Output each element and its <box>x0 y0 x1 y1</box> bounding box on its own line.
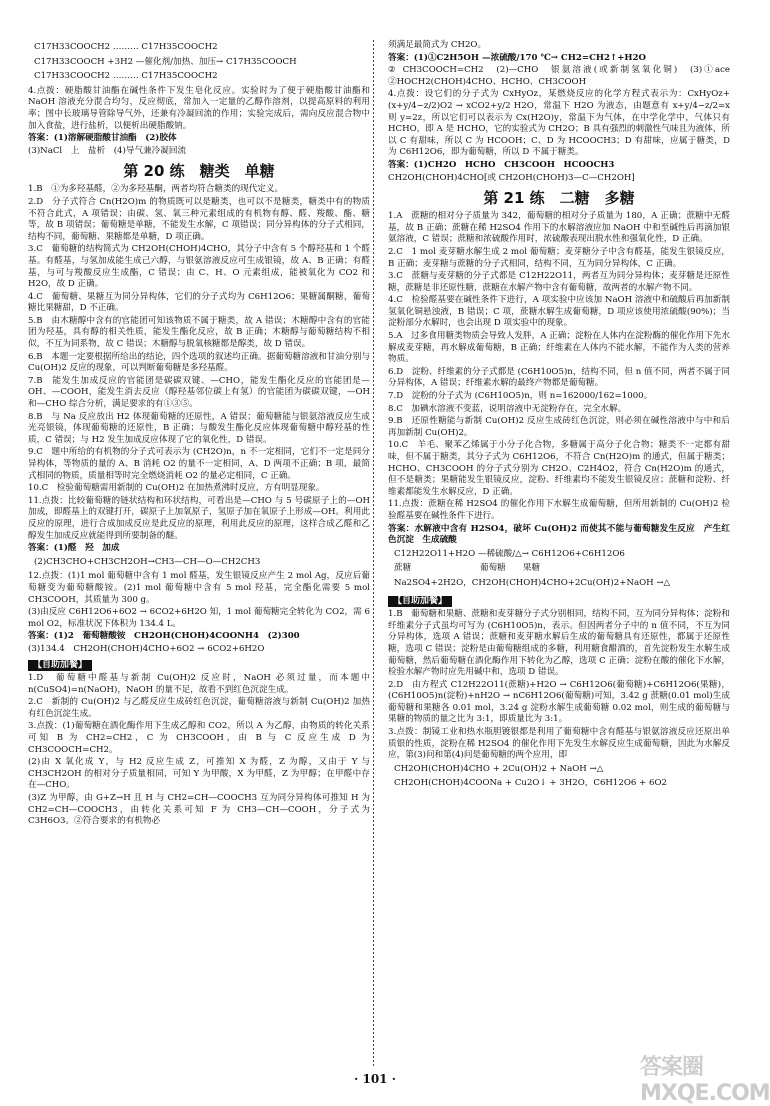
answer-item: 7.B 能发生加成反应的官能团是碳碳双键、—CHO，能发生酯化反应的官能团是—OH、—COOH，能发生消去反应（醇羟基邻位碳上有氢）的官能团为碳碳双键，—OH 和—CHO 综合分析，满足要求的有①③⑤。 <box>28 375 370 410</box>
answer-item: 4.C 检验醛基要在碱性条件下进行，A 项实验中应该加 NaOH 溶液中和硫酸后再加新制氢氧化铜悬浊液，B 错误；C 项，蔗糖水解生成葡萄糖，D 项应该使用浓硫酸(90%)；当淀粉部分水解时，也会出现 D 项实验中的现象。 <box>388 295 730 329</box>
answer-item: 2.C 1 mol 麦芽糖水解生成 2 mol 葡萄糖；麦芽糖分子中含有醛基，能发生银镜反应，B 正确；麦芽糖与蔗糖的分子式相同，结构不同，互为同分异构体，C 正确。 <box>388 246 730 269</box>
answer-item: 5.A 过多食用糖类物质会导致人发胖，A 正确；淀粉在人体内在淀粉酶的催化作用下先水解成麦芽糖，再水解成葡萄糖，B 正确；纤维素在人体内不能水解，不能作为人类的营养物质。 <box>388 331 730 365</box>
answer-list <box>388 211 730 547</box>
equation-line: C17H33COOCH2 ……… C17H35COOCH2 <box>34 71 218 82</box>
extra-item: 2.D 由方程式 C12H22O11(蔗糖)+H2O → C6H12O6(葡萄糖)+C6H12O6(果糖)，(C6H10O5)n(淀粉)+nH2O → nC6H12O6(葡萄糖)可知，3.42 g 蔗糖(0.01 mol)生成葡萄糖和果糖各 0.01 mol，3.24 g 淀粉水解生成葡萄糖 0.02 mol，则生成的葡萄糖与果糖的物质的量之比为 3:1，即质量比为 3:1。 <box>388 679 730 725</box>
answer-item: 12.点拨：(1)1 mol 葡萄糖中含有 1 mol 醛基，发生银镜反应产生 2 mol Ag，反应后葡萄糖变为葡萄糖酸铵。(2)1 mol 葡萄糖中含有 5 mol 羟基，完全酯化需要 5 mol CH3COOH，其质量为 300 g。 <box>28 571 370 605</box>
equation-line: Na2SO4+2H2O，CH2OH(CHOH)4CHO+2Cu(OH)2+NaOH →△ <box>394 577 671 588</box>
answer-item: 3.C 葡萄糖的结构简式为 CH2OH(CHOH)4CHO，其分子中含有 5 个醇羟基和 1 个醛基。有醛基，与氢加成能生成己六醇，与银氨溶液反应可生成银镜，故 A、B 正确；有醛基，与可与羧酸反应生成酯，C 错误；由 C、H、O 元素组成，能被氧化为 CO2 和 H2O，故 D 正确。 <box>28 244 370 290</box>
column-divider <box>373 40 374 1068</box>
answer-item: 8.B 与 Na 反应放出 H2 体现葡萄糖的还原性，A 错误；葡萄糖能与银氨溶液反应生成光亮银镜，体现葡萄糖的还原性，B 正确；与酸发生酯化反应体现葡萄糖中醇羟基的性质，C 错误；与 H2 发生加成反应体现了它的氧化性，D 错误。 <box>28 411 370 445</box>
answer-item: 8.C 加碘水溶液不变蓝，说明溶液中无淀粉存在，完全水解。 <box>388 403 627 414</box>
answer-item: 4.C 葡萄糖、果糖互为同分异构体，它们的分子式均为 C6H12O6；果糖属酮糖，葡萄糖比果糖甜，D 不正确。 <box>28 291 370 314</box>
right-column <box>388 40 739 793</box>
section-label-extra: 【自助加餐】 <box>388 596 452 608</box>
extra-item: CH2OH(CHOH)4CHO + 2Cu(OH)2 + NaOH →△ <box>394 763 604 774</box>
extra-item: CH2OH(CHOH)4COONa + Cu2O↓ + 3H2O，C6H12O6 + 6O2 <box>394 778 668 789</box>
extra-item: (3)Z 为甲醇，由 G+Z→H 且 H 与 CH2=CH—COOCH3 互为同分异构体可推知 H 为 CH2=CH—COOCH3，由转化关系可知 F 为 CH3—CH—COOH，分子式为 C3H6O3。②符合要求的有机物必 <box>28 793 370 827</box>
answer-item: 3.C 蔗糖与麦芽糖的分子式都是 C12H22O11，两者互为同分异构体；麦芽糖是还原性糖，蔗糖是非还原性糖，蔗糖在水解产物中含有葡萄糖，故两者的水解产物不同。 <box>388 271 730 293</box>
answer-line: 答案：(1)溶解硬脂酸甘油酯 (2)胶体 <box>28 133 177 144</box>
answer-line: ② CH3COOCH=CH2 (2)—CHO 银氨溶液(或新制氢氧化铜) (3)①ace ②HOCH2(CHOH)4CHO、HCHO、CH3COOH <box>388 65 739 87</box>
extra-item: (2)由 X 氧化成 Y，与 H2 反应生成 Z，可推知 X 为醛，Z 为醇，又由于 Y 与 CH3CH2OH 的相对分子质量相同，可知 Y 为甲酸，X 为甲醛，Z 为甲醇；在甲醛中存在—CHO。 <box>28 757 370 791</box>
answer-item: 2.D 分子式符合 Cn(H2O)m 的物质既可以是糖类，也可以不是糖类，糖类中有的物质不符合此式，A 项错误；由碳、氢、氧三种元素组成的有机物有醇、醛、羧酸、酯、糖等，故 B 项错误；葡萄糖是单糖，不能发生水解，C 项错误；同分异构体的分子式相同，结构不同，葡萄糖、果糖都是单糖，D 项正确。 <box>28 196 370 242</box>
answer-item: 11.点拨：蔗糖在稀 H2SO4 的催化作用下水解生成葡萄糖，但所用新制的 Cu(OH)2 检验醛基要在碱性条件下进行。 <box>388 499 730 521</box>
equation-line: C17H33COOCH +3H2 —催化剂/加热、加压→ C17H35COOCH <box>34 56 297 67</box>
section-label-extra: 【自助加餐】 <box>28 660 92 672</box>
answer-line: (3)NaCl 上 盐析 (4)导气兼冷凝回流 <box>28 145 187 156</box>
answer-list <box>28 184 370 655</box>
answer-item: 1.A 蔗糖的相对分子质量为 342，葡萄糖的相对分子质量为 180，A 正确；蔗糖中无醛基，故 B 正确；蔗糖在稀 H2SO4 作用下的水解溶液应加 NaOH 中和至碱性后再滴加银氨溶液，C 错误；蔗糖和浓硫酸作用时，浓硫酸表现出脱水性和强氧化性，D 正确。 <box>388 211 730 245</box>
answer-item: 答案：(1)醛 羟 加成 <box>28 543 120 554</box>
paragraph: 4.点拨：硬脂酸甘油酯在碱性条件下发生皂化反应。实验时为了便于硬脂酸甘油酯和 NaOH 溶液充分混合均匀，反应彻底，常加入一定量的乙醇作溶剂，以提高原料的利用率；图中长玻璃导管除导气外，还兼有冷凝回流的作用；实验完成后，需向反应混合物中加入食盐，进行盐析，以便析出硬脂酸钠。 <box>28 85 370 131</box>
answer-line: CH2OH(CHOH)4CHO[或 CH2OH(CHOH)3—C—CH2OH] <box>388 172 635 183</box>
answer-item: 10.C 检验葡萄糖需用新制的 Cu(OH)2 在加热煮沸时反应，方有明显现象。 <box>28 483 325 494</box>
left-column <box>28 40 370 829</box>
answer-line: 答案：(1)①C2H5OH —浓硫酸/170 ℃→ CH2=CH2↑+H2O <box>388 52 647 63</box>
answer-item: (3)134.4 CH2OH(CHOH)4CHO+6O2 → 6CO2+6H2O <box>28 643 265 654</box>
answer-item: 7.D 淀粉的分子式为 (C6H10O5)n，则 n=162000/162=1000。 <box>388 391 653 402</box>
section-title-20: 第 20 练 糖类 单糖 <box>123 162 275 181</box>
extra-item: 2.C 新制的 Cu(OH)2 与乙醛反应生成砖红色沉淀，葡萄糖溶液与新制 Cu(OH)2 加热有红色沉淀生成。 <box>28 697 370 719</box>
answer-item: (3)由反应 C6H12O6+6O2 → 6CO2+6H2O 知，1 mol 葡萄糖完全转化为 CO2，需 6 mol O2，标准状况下体积为 134.4 L。 <box>28 607 370 629</box>
answer-item: 5.B 由木糖醇中含有的官能团可知该物质不属于糖类，故 A 错误；木糖醇中含有的官能团为羟基，具有醇的相关性质，能发生酯化反应，故 B 正确；木糖醇与葡萄糖结构不相似，不互为同系物，故 C 错误；木糖醇与脱氧核糖都是醇类，故 D 错误。 <box>28 315 370 350</box>
watermark-logo: 答案圈 MXQE.COM <box>640 1055 770 1106</box>
answer-item: (2)CH3CHO+CH3CH2OH→CH3—CH—O—CH2CH3 <box>34 556 261 567</box>
section-title-21: 第 21 练 二糖 多糖 <box>483 189 635 208</box>
equation-line: C17H33COOCH2 ……… C17H35COOCH2 <box>34 42 218 52</box>
answer-item: 1.B ①为多羟基醛，②为多羟基酮，两者均符合糖类的现代定义。 <box>28 184 284 195</box>
answer-item: 6.D 淀粉、纤维素的分子式都是 (C6H10O5)n，结构不同，但 n 值不同，两者不属于同分异构体，A 错误；纤维素水解的最终产物都是葡萄糖。 <box>388 366 730 389</box>
answer-item: 11.点拨：比较葡萄糖的链状结构和环状结构，可看出是—CHO 与 5 号碳原子上的—OH 加成，即醛基上的双键打开，碳原子上加氧原子，氢原子加在氧原子上形成—OH。利用此反应的原理，进行合成加成反应是此反应的原理，利用此反应的原理，这样合成乙醛和乙醇发生加成反应就能得到所要制备的醚。 <box>28 495 370 541</box>
answer-item: 6.B 本题一定要根据所给出的结论，四个选项的叙述均正确。据葡萄糖溶液和甘油分别与 Cu(OH)2 反应的现象，可以判断葡萄糖是多羟基醛。 <box>28 351 370 374</box>
answer-item: 9.B 还原性糖能与新制 Cu(OH)2 反应生成砖红色沉淀，则必须在碱性溶液中与中和后再加新制 Cu(OH)2。 <box>388 416 730 438</box>
extra-list <box>28 673 370 828</box>
extra-list <box>388 609 730 790</box>
answer-item: 9.C 题中所给的有机物的分子式可表示为 (CH2O)n，n 不一定相同，它们不一定是同分异构体，等物质的量的 A、B 消耗 O2 的量不一定相同，A、D 两项不正确；B 项，最简式相同的物质，质量相等时完全燃烧消耗 O2 的量必定相同，C 正确。 <box>28 447 370 481</box>
extra-item: 3.点拨：(1)葡萄糖在酒化酶作用下生成乙醇和 CO2，所以 A 为乙醇，由物质的转化关系可知 B 为 CH2=CH2，C 为 CH3COOH，由 B 与 C 反应生成 D 为 CH3COOCH=CH2。 <box>28 721 370 755</box>
page-number: · 101 · <box>354 1072 396 1086</box>
equation-line: C12H22O11+H2O —稀硫酸/△→ C6H12O6+C6H12O6 <box>394 548 625 559</box>
answer-item: 答案：水解液中含有 H2SO4，破坏 Cu(OH)2 而使其不能与葡萄糖发生反应 产生红色沉淀 生成硫酸 <box>388 523 730 546</box>
extra-item: 3.点拨：制镜工业和热水瓶胆镀银都是利用了葡萄糖中含有醛基与银氨溶液反应还原出单质银的性质，淀粉在稀 H2SO4 的催化作用下先发生水解反应生成葡萄糖，因此为水解反应，第(3)问和第(4)问是葡萄糖的两个应用，即 <box>388 727 730 761</box>
answer-item: 答案：(1)2 葡萄糖酸铵 CH2OH(CHOH)4COONH4 (2)300 <box>28 631 300 642</box>
answer-item: 10.C 羊毛、聚苯乙烯属于小分子化合物，多糖属于高分子化合物；糖类不一定都有甜味，但不属于糖类，其分子式为 C6H12O6，不符合 Cn(H2O)m 的通式，但属于糖类；HCHO、CH3COOH 的分子式分别为 CH2O、C2H4O2，符合 Cn(H2O)m 的通式，但不是糖类；果糖能发生银镜反应，淀粉、纤维素均不能发生银镜反应；蔗糖和淀粉、纤维素都能发生水解反应，D 正确。 <box>388 440 730 497</box>
extra-item: 1.B 葡萄糖和果糖、蔗糖和麦芽糖分子式分别相同，结构不同，互为同分异构体；淀粉和纤维素分子式虽均可写为 (C6H10O5)n，表示。但因两者分子中的 n 值不同，不互为同分异构体，选项 A 错误；蔗糖和麦芽糖水解后生成的葡萄糖具有还原性，都属于还原性糖，选项 C 错误；淀粉是由葡萄糖组成的多糖，利用糖食醋酒的，首先淀粉发生水解生成葡萄糖，然后葡萄糖在酒化酶作用下转化为乙醇，选项 C 正确；淀粉在酸的催化下水解，检验水解产物时应先用碱中和，选项 D 错误。 <box>388 609 730 678</box>
equation-labels: 蔗糖 葡萄糖 果糖 <box>394 563 541 574</box>
extra-item: 1.D 葡萄糖中醛基与新制 Cu(OH)2 反应时，NaOH 必须过量，而本题中 n(CuSO4)=n(NaOH)，NaOH 的量不足，故看不到红色沉淀生成。 <box>28 673 370 695</box>
paragraph: 4.点拨：设它们的分子式为 CxHyOz，某燃烧反应的化学方程式表示为：CxHyOz+(x+y/4−z/2)O2 → xCO2+y/2 H2O，常温下 H2O 为液态，由题意有 x+y/4−z/2=x 则 y=2z，所以它们可以表示为 Cx(H2O)y，常温下为气体，在中学化学中，气体只有 HCHO，即 A 是 HCHO，它的实验式为 CH2O；B 具有强烈的刺激性气味且为液体，所以 C 有甜味，所以 C 为 HCOOH；C、D 为 HCOOCH3；D 有甜味，应属于糖类，D 为 C6H12O6，即为葡萄糖，所以 D 不属于糖类。 <box>388 89 731 158</box>
paragraph: 须满足最简式为 CH2O。 <box>388 40 487 50</box>
answer-line: 答案：(1)CH2O HCHO CH3COOH HCOOCH3 <box>388 159 615 170</box>
